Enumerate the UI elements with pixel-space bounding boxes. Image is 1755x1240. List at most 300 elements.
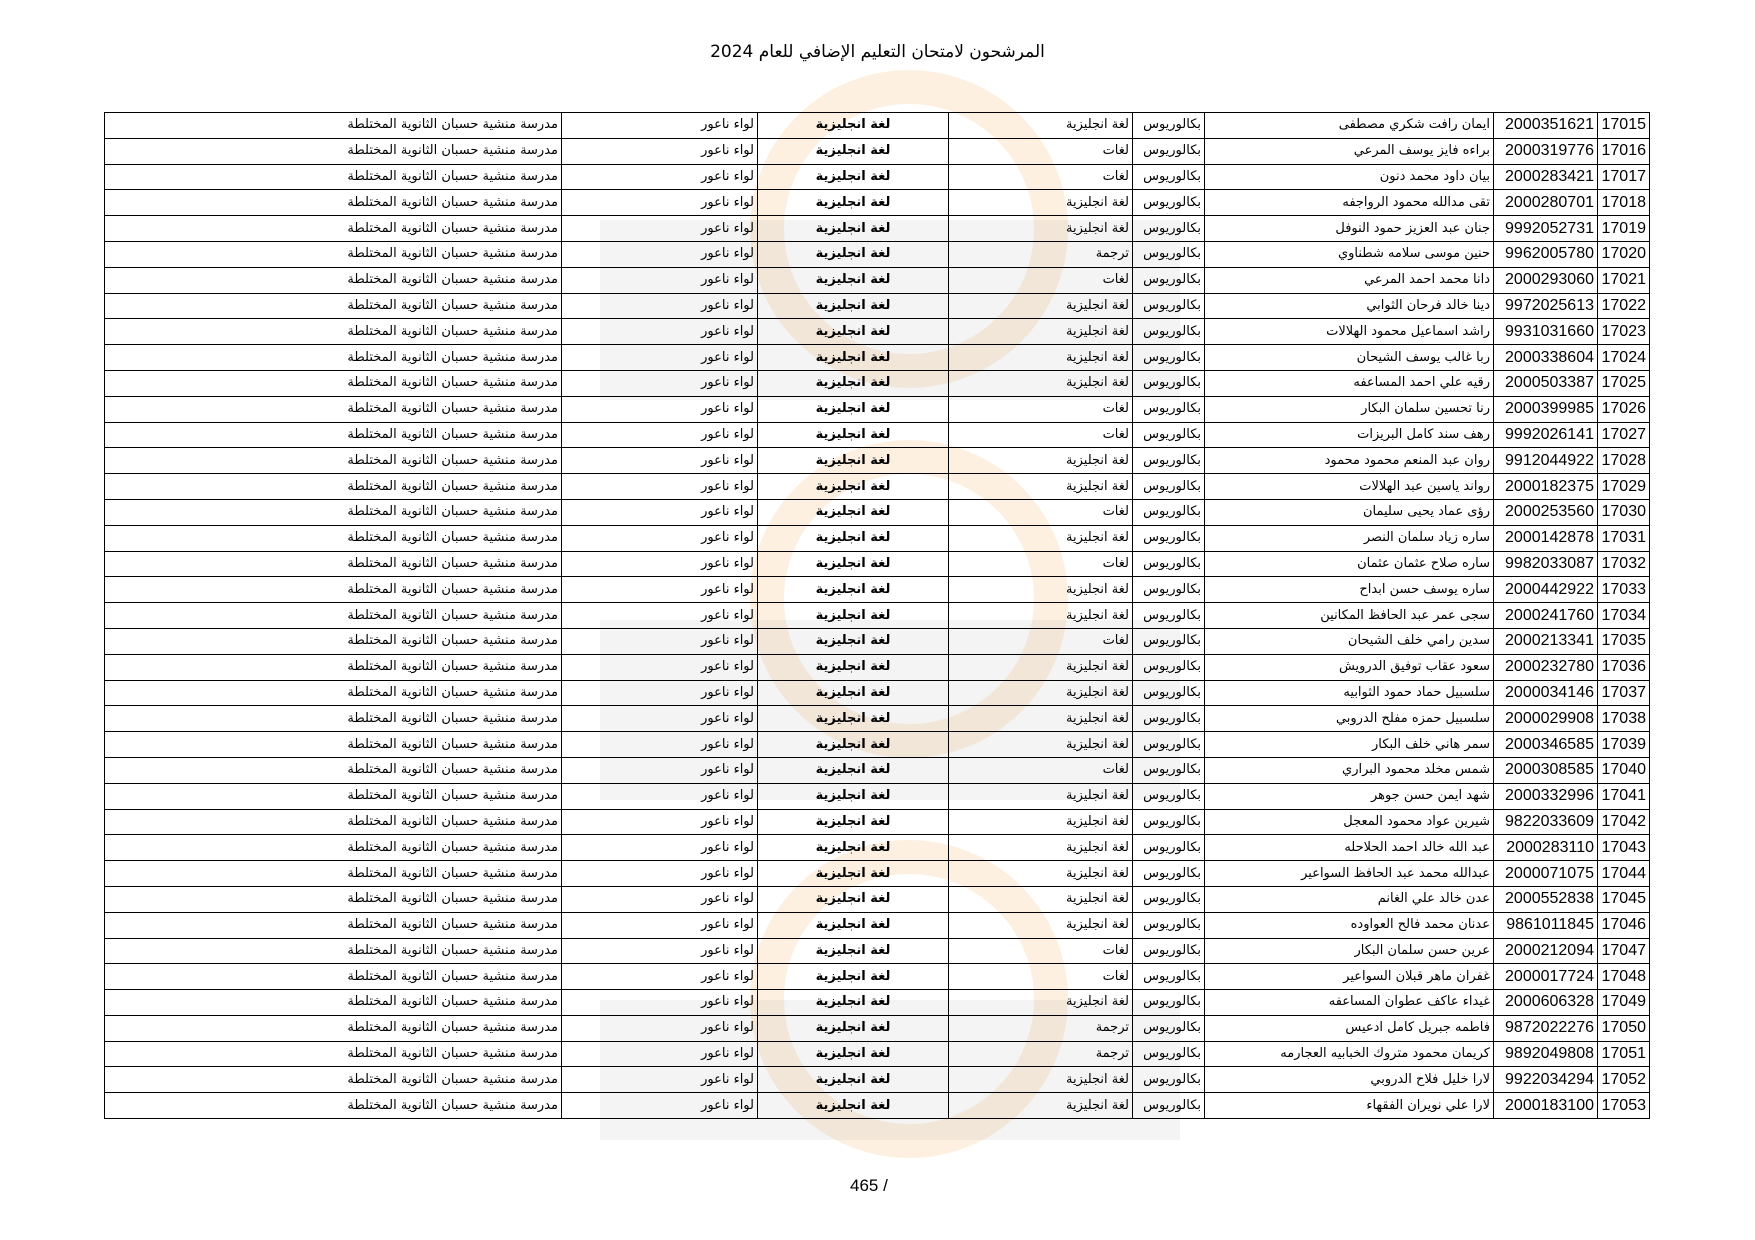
exam-school-cell: مدرسة منشية حسبان الثانوية المختلطة [105,706,562,732]
candidate-name-cell: ساره صلاح عثمان عثمان [1205,551,1494,577]
national-id-cell: 2000183100 [1494,1093,1598,1119]
degree-cell: بكالوريوس [1133,499,1205,525]
exam-subject-cell: لغة انجليزية [758,345,949,371]
degree-cell: بكالوريوس [1133,783,1205,809]
candidate-name-cell: شهد ايمن حسن جوهر [1205,783,1494,809]
national-id-cell: 2000232780 [1494,654,1598,680]
table-row [105,886,1650,912]
directorate-cell: لواء ناعور [562,990,758,1016]
degree-cell: بكالوريوس [1133,267,1205,293]
degree-cell: بكالوريوس [1133,628,1205,654]
candidate-name-cell: حنين موسى سلامه شطناوي [1205,241,1494,267]
exam-subject-cell: لغة انجليزية [758,1041,949,1067]
table-row [105,1067,1650,1093]
candidate-name-cell: تقى مدالله محمود الرواجفه [1205,190,1494,216]
candidate-name-cell: سلسبيل حمزه مفلح الدروبي [1205,706,1494,732]
exam-subject-cell: لغة انجليزية [758,861,949,887]
national-id-cell: 9992026141 [1494,422,1598,448]
directorate-cell: لواء ناعور [562,912,758,938]
candidate-name-cell: عدنان محمد فالح العواوده [1205,912,1494,938]
national-id-cell: 2000552838 [1494,886,1598,912]
degree-cell: بكالوريوس [1133,525,1205,551]
specialization-cell: لغة انجليزية [949,603,1133,629]
specialization-cell: لغة انجليزية [949,293,1133,319]
table-row [105,138,1650,164]
specialization-cell: لغة انجليزية [949,886,1133,912]
exam-subject-cell: لغة انجليزية [758,267,949,293]
degree-cell: بكالوريوس [1133,190,1205,216]
exam-subject-cell: لغة انجليزية [758,706,949,732]
specialization-cell: لغات [949,938,1133,964]
directorate-cell: لواء ناعور [562,241,758,267]
exam-school-cell: مدرسة منشية حسبان الثانوية المختلطة [105,1067,562,1093]
exam-school-cell: مدرسة منشية حسبان الثانوية المختلطة [105,603,562,629]
national-id-cell: 9861011845 [1494,912,1598,938]
exam-school-cell: مدرسة منشية حسبان الثانوية المختلطة [105,964,562,990]
table-row [105,1093,1650,1119]
table-row [105,370,1650,396]
directorate-cell: لواء ناعور [562,1093,758,1119]
table-row [105,525,1650,551]
exam-subject-cell: لغة انجليزية [758,654,949,680]
candidate-name-cell: ساره يوسف حسن ابداح [1205,577,1494,603]
exam-subject-cell: لغة انجليزية [758,113,949,139]
exam-subject-cell: لغة انجليزية [758,499,949,525]
national-id-cell: 2000071075 [1494,861,1598,887]
sequence-number-cell: 17048 [1598,964,1650,990]
degree-cell: بكالوريوس [1133,706,1205,732]
sequence-number-cell: 17053 [1598,1093,1650,1119]
specialization-cell: لغة انجليزية [949,680,1133,706]
exam-school-cell: مدرسة منشية حسبان الثانوية المختلطة [105,190,562,216]
exam-school-cell: مدرسة منشية حسبان الثانوية المختلطة [105,551,562,577]
degree-cell: بكالوريوس [1133,551,1205,577]
sequence-number-cell: 17019 [1598,216,1650,242]
directorate-cell: لواء ناعور [562,654,758,680]
degree-cell: بكالوريوس [1133,164,1205,190]
specialization-cell: لغات [949,164,1133,190]
directorate-cell: لواء ناعور [562,448,758,474]
directorate-cell: لواء ناعور [562,267,758,293]
exam-school-cell: مدرسة منشية حسبان الثانوية المختلطة [105,345,562,371]
sequence-number-cell: 17035 [1598,628,1650,654]
sequence-number-cell: 17049 [1598,990,1650,1016]
degree-cell: بكالوريوس [1133,654,1205,680]
degree-cell: بكالوريوس [1133,861,1205,887]
sequence-number-cell: 17038 [1598,706,1650,732]
exam-subject-cell: لغة انجليزية [758,241,949,267]
table-row [105,809,1650,835]
specialization-cell: لغة انجليزية [949,706,1133,732]
table-row [105,628,1650,654]
specialization-cell: لغة انجليزية [949,1093,1133,1119]
candidate-name-cell: سجى عمر عبد الحافظ المكانين [1205,603,1494,629]
directorate-cell: لواء ناعور [562,525,758,551]
exam-school-cell: مدرسة منشية حسبان الثانوية المختلطة [105,1093,562,1119]
exam-subject-cell: لغة انجليزية [758,293,949,319]
specialization-cell: لغة انجليزية [949,1067,1133,1093]
national-id-cell: 9822033609 [1494,809,1598,835]
sequence-number-cell: 17040 [1598,757,1650,783]
national-id-cell: 2000182375 [1494,474,1598,500]
candidate-name-cell: بيان داود محمد دنون [1205,164,1494,190]
national-id-cell: 2000308585 [1494,757,1598,783]
specialization-cell: لغة انجليزية [949,113,1133,139]
directorate-cell: لواء ناعور [562,603,758,629]
national-id-cell: 9922034294 [1494,1067,1598,1093]
sequence-number-cell: 17031 [1598,525,1650,551]
degree-cell: بكالوريوس [1133,319,1205,345]
directorate-cell: لواء ناعور [562,551,758,577]
specialization-cell: لغة انجليزية [949,809,1133,835]
degree-cell: بكالوريوس [1133,835,1205,861]
specialization-cell: لغات [949,499,1133,525]
directorate-cell: لواء ناعور [562,113,758,139]
specialization-cell: لغة انجليزية [949,990,1133,1016]
candidate-name-cell: رنا تحسين سلمان البكار [1205,396,1494,422]
national-id-cell: 2000503387 [1494,370,1598,396]
degree-cell: بكالوريوس [1133,938,1205,964]
exam-subject-cell: لغة انجليزية [758,938,949,964]
directorate-cell: لواء ناعور [562,319,758,345]
specialization-cell: لغة انجليزية [949,783,1133,809]
table-row [105,912,1650,938]
specialization-cell: لغات [949,422,1133,448]
specialization-cell: لغة انجليزية [949,835,1133,861]
directorate-cell: لواء ناعور [562,138,758,164]
degree-cell: بكالوريوس [1133,577,1205,603]
national-id-cell: 2000034146 [1494,680,1598,706]
table-row [105,783,1650,809]
sequence-number-cell: 17037 [1598,680,1650,706]
exam-subject-cell: لغة انجليزية [758,422,949,448]
sequence-number-cell: 17027 [1598,422,1650,448]
exam-subject-cell: لغة انجليزية [758,603,949,629]
sequence-number-cell: 17042 [1598,809,1650,835]
table-row [105,396,1650,422]
exam-school-cell: مدرسة منشية حسبان الثانوية المختلطة [105,499,562,525]
specialization-cell: لغة انجليزية [949,525,1133,551]
national-id-cell: 2000338604 [1494,345,1598,371]
degree-cell: بكالوريوس [1133,1041,1205,1067]
specialization-cell: لغات [949,267,1133,293]
exam-subject-cell: لغة انجليزية [758,319,949,345]
sequence-number-cell: 17030 [1598,499,1650,525]
table-row [105,835,1650,861]
sequence-number-cell: 17016 [1598,138,1650,164]
table-row [105,706,1650,732]
directorate-cell: لواء ناعور [562,164,758,190]
exam-school-cell: مدرسة منشية حسبان الثانوية المختلطة [105,241,562,267]
exam-school-cell: مدرسة منشية حسبان الثانوية المختلطة [105,886,562,912]
sequence-number-cell: 17036 [1598,654,1650,680]
specialization-cell: لغات [949,964,1133,990]
degree-cell: بكالوريوس [1133,912,1205,938]
national-id-cell: 2000442922 [1494,577,1598,603]
exam-school-cell: مدرسة منشية حسبان الثانوية المختلطة [105,293,562,319]
sequence-number-cell: 17050 [1598,1015,1650,1041]
directorate-cell: لواء ناعور [562,370,758,396]
national-id-cell: 2000606328 [1494,990,1598,1016]
national-id-cell: 2000351621 [1494,113,1598,139]
table-row [105,938,1650,964]
table-row [105,293,1650,319]
exam-subject-cell: لغة انجليزية [758,164,949,190]
exam-school-cell: مدرسة منشية حسبان الثانوية المختلطة [105,938,562,964]
national-id-cell: 9982033087 [1494,551,1598,577]
exam-subject-cell: لغة انجليزية [758,448,949,474]
exam-school-cell: مدرسة منشية حسبان الثانوية المختلطة [105,448,562,474]
exam-school-cell: مدرسة منشية حسبان الثانوية المختلطة [105,628,562,654]
candidate-name-cell: غفران ماهر قبلان السواعير [1205,964,1494,990]
table-row [105,422,1650,448]
candidate-name-cell: ايمان رافت شكري مصطفى [1205,113,1494,139]
degree-cell: بكالوريوس [1133,1093,1205,1119]
degree-cell: بكالوريوس [1133,603,1205,629]
specialization-cell: لغات [949,138,1133,164]
specialization-cell: لغة انجليزية [949,732,1133,758]
national-id-cell: 9962005780 [1494,241,1598,267]
sequence-number-cell: 17015 [1598,113,1650,139]
sequence-number-cell: 17032 [1598,551,1650,577]
directorate-cell: لواء ناعور [562,732,758,758]
candidate-name-cell: دينا خالد فرحان الثوابي [1205,293,1494,319]
candidate-name-cell: ساره زياد سلمان النصر [1205,525,1494,551]
candidate-name-cell: لارا خليل فلاح الدروبي [1205,1067,1494,1093]
candidates-table [104,112,1650,1119]
exam-subject-cell: لغة انجليزية [758,216,949,242]
specialization-cell: لغات [949,757,1133,783]
degree-cell: بكالوريوس [1133,886,1205,912]
candidate-name-cell: فاطمه جبريل كامل ادعيس [1205,1015,1494,1041]
table-row [105,551,1650,577]
national-id-cell: 2000253560 [1494,499,1598,525]
sequence-number-cell: 17046 [1598,912,1650,938]
page-title: المرشحون لامتحان التعليم الإضافي للعام 2024 [710,42,1045,62]
degree-cell: بكالوريوس [1133,293,1205,319]
exam-subject-cell: لغة انجليزية [758,783,949,809]
national-id-cell: 2000029908 [1494,706,1598,732]
candidate-name-cell: عبد الله خالد احمد الحلاحله [1205,835,1494,861]
candidate-name-cell: روان عبد المنعم محمود محمود [1205,448,1494,474]
specialization-cell: لغة انجليزية [949,190,1133,216]
table-row [105,319,1650,345]
specialization-cell: لغة انجليزية [949,861,1133,887]
exam-subject-cell: لغة انجليزية [758,474,949,500]
specialization-cell: لغة انجليزية [949,577,1133,603]
degree-cell: بكالوريوس [1133,448,1205,474]
candidate-name-cell: سدين رامي خلف الشيحان [1205,628,1494,654]
candidate-name-cell: رهف سند كامل البريزات [1205,422,1494,448]
candidate-name-cell: سلسبيل حماد حمود الثوابيه [1205,680,1494,706]
degree-cell: بكالوريوس [1133,474,1205,500]
exam-subject-cell: لغة انجليزية [758,964,949,990]
national-id-cell: 2000280701 [1494,190,1598,216]
directorate-cell: لواء ناعور [562,809,758,835]
national-id-cell: 2000346585 [1494,732,1598,758]
table-row [105,474,1650,500]
table-row [105,861,1650,887]
table-row [105,732,1650,758]
national-id-cell: 2000332996 [1494,783,1598,809]
degree-cell: بكالوريوس [1133,241,1205,267]
directorate-cell: لواء ناعور [562,1041,758,1067]
degree-cell: بكالوريوس [1133,138,1205,164]
candidate-name-cell: عدن خالد علي الغانم [1205,886,1494,912]
national-id-cell: 9892049808 [1494,1041,1598,1067]
specialization-cell: لغة انجليزية [949,319,1133,345]
degree-cell: بكالوريوس [1133,964,1205,990]
exam-subject-cell: لغة انجليزية [758,370,949,396]
national-id-cell: 9872022276 [1494,1015,1598,1041]
specialization-cell: لغة انجليزية [949,474,1133,500]
exam-subject-cell: لغة انجليزية [758,912,949,938]
degree-cell: بكالوريوس [1133,345,1205,371]
directorate-cell: لواء ناعور [562,216,758,242]
national-id-cell: 2000213341 [1494,628,1598,654]
sequence-number-cell: 17018 [1598,190,1650,216]
specialization-cell: لغات [949,551,1133,577]
degree-cell: بكالوريوس [1133,757,1205,783]
degree-cell: بكالوريوس [1133,732,1205,758]
degree-cell: بكالوريوس [1133,422,1205,448]
exam-school-cell: مدرسة منشية حسبان الثانوية المختلطة [105,861,562,887]
exam-subject-cell: لغة انجليزية [758,680,949,706]
exam-school-cell: مدرسة منشية حسبان الثانوية المختلطة [105,113,562,139]
exam-school-cell: مدرسة منشية حسبان الثانوية المختلطة [105,319,562,345]
exam-subject-cell: لغة انجليزية [758,138,949,164]
candidate-name-cell: عبدالله محمد عبد الحافظ السواعير [1205,861,1494,887]
exam-subject-cell: لغة انجليزية [758,525,949,551]
exam-subject-cell: لغة انجليزية [758,1093,949,1119]
national-id-cell: 9912044922 [1494,448,1598,474]
sequence-number-cell: 17045 [1598,886,1650,912]
candidate-name-cell: رقيه علي احمد المساعفه [1205,370,1494,396]
degree-cell: بكالوريوس [1133,809,1205,835]
specialization-cell: لغة انجليزية [949,216,1133,242]
directorate-cell: لواء ناعور [562,964,758,990]
candidate-name-cell: غيداء عاكف عطوان المساعفه [1205,990,1494,1016]
candidate-name-cell: كريمان محمود متروك الخبابيه العجارمه [1205,1041,1494,1067]
table-row [105,654,1650,680]
sequence-number-cell: 17044 [1598,861,1650,887]
directorate-cell: لواء ناعور [562,577,758,603]
table-row [105,1015,1650,1041]
table-row [105,216,1650,242]
candidate-name-cell: شيرين عواد محمود المعجل [1205,809,1494,835]
degree-cell: بكالوريوس [1133,990,1205,1016]
specialization-cell: لغة انجليزية [949,345,1133,371]
exam-school-cell: مدرسة منشية حسبان الثانوية المختلطة [105,396,562,422]
directorate-cell: لواء ناعور [562,1015,758,1041]
exam-school-cell: مدرسة منشية حسبان الثانوية المختلطة [105,525,562,551]
directorate-cell: لواء ناعور [562,938,758,964]
degree-cell: بكالوريوس [1133,1015,1205,1041]
sequence-number-cell: 17041 [1598,783,1650,809]
candidate-name-cell: سمر هاني خلف البكار [1205,732,1494,758]
sequence-number-cell: 17047 [1598,938,1650,964]
exam-subject-cell: لغة انجليزية [758,577,949,603]
exam-school-cell: مدرسة منشية حسبان الثانوية المختلطة [105,370,562,396]
directorate-cell: لواء ناعور [562,499,758,525]
candidate-name-cell: رواند ياسين عبد الهلالات [1205,474,1494,500]
exam-subject-cell: لغة انجليزية [758,757,949,783]
directorate-cell: لواء ناعور [562,861,758,887]
national-id-cell: 2000319776 [1494,138,1598,164]
candidate-name-cell: رؤى عماد يحيى سليمان [1205,499,1494,525]
degree-cell: بكالوريوس [1133,680,1205,706]
candidate-name-cell: دانا محمد احمد المرعي [1205,267,1494,293]
sequence-number-cell: 17039 [1598,732,1650,758]
candidate-name-cell: براءه فايز يوسف المرعي [1205,138,1494,164]
national-id-cell: 2000293060 [1494,267,1598,293]
directorate-cell: لواء ناعور [562,345,758,371]
specialization-cell: ترجمة [949,241,1133,267]
sequence-number-cell: 17052 [1598,1067,1650,1093]
directorate-cell: لواء ناعور [562,680,758,706]
exam-school-cell: مدرسة منشية حسبان الثانوية المختلطة [105,912,562,938]
exam-subject-cell: لغة انجليزية [758,628,949,654]
directorate-cell: لواء ناعور [562,783,758,809]
table-row [105,190,1650,216]
specialization-cell: لغة انجليزية [949,912,1133,938]
table-row [105,680,1650,706]
degree-cell: بكالوريوس [1133,370,1205,396]
candidate-name-cell: جنان عبد العزيز حمود النوفل [1205,216,1494,242]
sequence-number-cell: 17026 [1598,396,1650,422]
exam-school-cell: مدرسة منشية حسبان الثانوية المختلطة [105,835,562,861]
sequence-number-cell: 17024 [1598,345,1650,371]
national-id-cell: 2000241760 [1494,603,1598,629]
specialization-cell: لغة انجليزية [949,654,1133,680]
exam-school-cell: مدرسة منشية حسبان الثانوية المختلطة [105,809,562,835]
national-id-cell: 9992052731 [1494,216,1598,242]
sequence-number-cell: 17033 [1598,577,1650,603]
exam-school-cell: مدرسة منشية حسبان الثانوية المختلطة [105,577,562,603]
directorate-cell: لواء ناعور [562,757,758,783]
table-row [105,1041,1650,1067]
table-row [105,964,1650,990]
exam-school-cell: مدرسة منشية حسبان الثانوية المختلطة [105,216,562,242]
exam-subject-cell: لغة انجليزية [758,990,949,1016]
sequence-number-cell: 17017 [1598,164,1650,190]
exam-subject-cell: لغة انجليزية [758,809,949,835]
exam-school-cell: مدرسة منشية حسبان الثانوية المختلطة [105,164,562,190]
table-row [105,345,1650,371]
national-id-cell: 2000399985 [1494,396,1598,422]
sequence-number-cell: 17029 [1598,474,1650,500]
directorate-cell: لواء ناعور [562,628,758,654]
directorate-cell: لواء ناعور [562,474,758,500]
directorate-cell: لواء ناعور [562,293,758,319]
exam-subject-cell: لغة انجليزية [758,886,949,912]
exam-subject-cell: لغة انجليزية [758,396,949,422]
sequence-number-cell: 17051 [1598,1041,1650,1067]
table-row [105,990,1650,1016]
national-id-cell: 2000283421 [1494,164,1598,190]
exam-school-cell: مدرسة منشية حسبان الثانوية المختلطة [105,267,562,293]
directorate-cell: لواء ناعور [562,190,758,216]
national-id-cell: 9972025613 [1494,293,1598,319]
directorate-cell: لواء ناعور [562,886,758,912]
exam-school-cell: مدرسة منشية حسبان الثانوية المختلطة [105,757,562,783]
degree-cell: بكالوريوس [1133,1067,1205,1093]
exam-school-cell: مدرسة منشية حسبان الثانوية المختلطة [105,654,562,680]
table-row [105,241,1650,267]
exam-school-cell: مدرسة منشية حسبان الثانوية المختلطة [105,474,562,500]
exam-school-cell: مدرسة منشية حسبان الثانوية المختلطة [105,1015,562,1041]
exam-subject-cell: لغة انجليزية [758,1067,949,1093]
